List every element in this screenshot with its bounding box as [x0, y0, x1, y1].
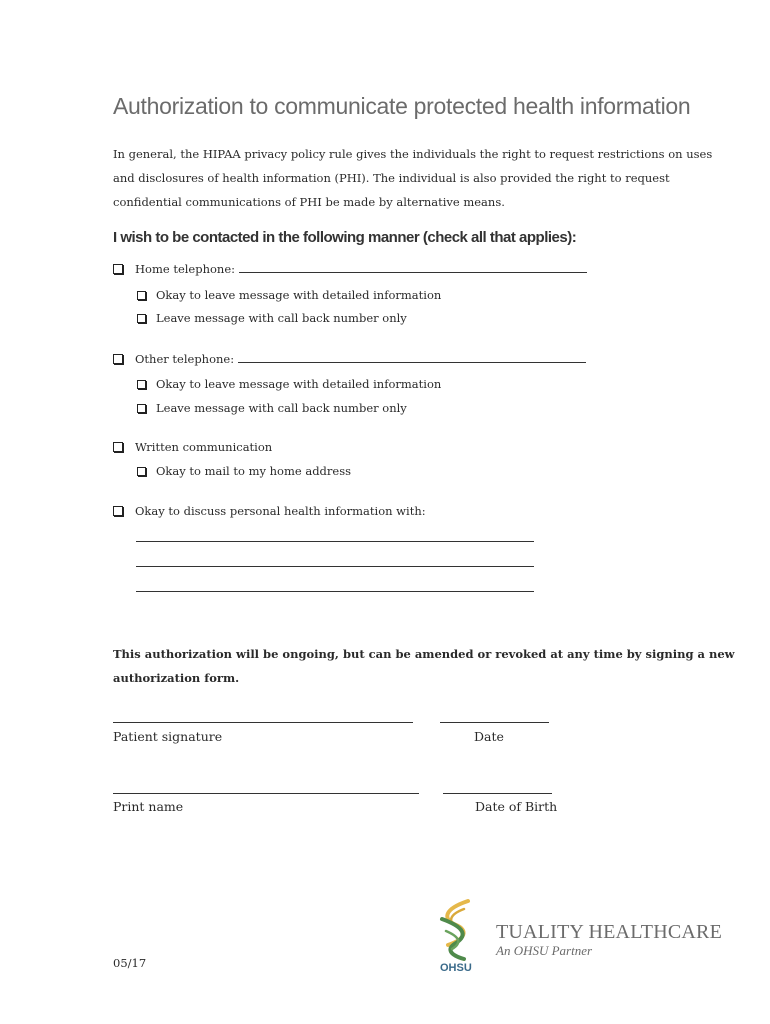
written-communication-checkbox[interactable] [113, 442, 123, 452]
home-telephone-option [113, 262, 587, 276]
home-detailed-message-option [137, 288, 441, 302]
date-of-birth-label: Date of Birth [475, 799, 558, 814]
other-detailed-message-option [137, 377, 441, 391]
contact-preference-heading: I wish to be contacted in the following manner (check all that applies): [113, 229, 577, 246]
home-detailed-message-label: Okay to leave message with detailed information [156, 288, 442, 302]
other-callback-label: Leave message with call back number only [156, 401, 407, 415]
other-telephone-option [113, 352, 586, 366]
date-line[interactable] [440, 722, 549, 723]
brand-tagline: An OHSU Partner [496, 943, 593, 958]
discuss-phi-line-1[interactable] [136, 541, 534, 542]
other-detailed-message-label: Okay to leave message with detailed information [156, 377, 442, 391]
home-telephone-field[interactable] [239, 271, 587, 273]
mail-home-checkbox[interactable] [137, 467, 146, 476]
date-label: Date [474, 729, 504, 744]
print-name-line[interactable] [113, 793, 419, 794]
other-detailed-message-checkbox[interactable] [137, 380, 146, 389]
home-callback-option [137, 311, 407, 325]
other-callback-option [137, 401, 407, 415]
written-communication-option [113, 440, 272, 454]
date-of-birth-line[interactable] [443, 793, 552, 794]
intro-line-1: In general, the HIPAA privacy policy rule gives the individuals the right to request restrictions on uses [113, 147, 713, 161]
discuss-phi-option [113, 504, 426, 518]
other-telephone-label: Other telephone: [135, 352, 235, 366]
tuality-helix-logo-icon [434, 897, 480, 963]
discuss-phi-label: Okay to discuss personal health information with: [135, 504, 426, 518]
patient-signature-label: Patient signature [113, 729, 223, 744]
authorization-statement-line-2: authorization form. [113, 671, 240, 685]
other-telephone-field[interactable] [238, 361, 586, 363]
page-title: Authorization to communicate protected health information [113, 93, 691, 119]
home-callback-checkbox[interactable] [137, 314, 146, 323]
other-telephone-checkbox[interactable] [113, 354, 123, 364]
print-name-label: Print name [113, 799, 184, 814]
brand-name: TUALITY HEALTHCARE [496, 921, 722, 943]
mail-home-label: Okay to mail to my home address [156, 464, 352, 478]
home-telephone-label: Home telephone: [135, 262, 236, 276]
intro-line-3: confidential communications of PHI be made by alternative means. [113, 195, 505, 209]
written-communication-label: Written communication [135, 440, 273, 454]
intro-line-2: and disclosures of health information (PHI). The individual is also provided the right to request [113, 171, 670, 185]
home-detailed-message-checkbox[interactable] [137, 291, 146, 300]
form-revision-date: 05/17 [113, 956, 147, 970]
discuss-phi-line-2[interactable] [136, 566, 534, 567]
mail-home-option [137, 464, 351, 478]
authorization-statement-line-1: This authorization will be ongoing, but can be amended or revoked at any time by signing a new [113, 647, 735, 661]
other-callback-checkbox[interactable] [137, 404, 146, 413]
home-telephone-checkbox[interactable] [113, 264, 123, 274]
patient-signature-line[interactable] [113, 722, 413, 723]
home-callback-label: Leave message with call back number only [156, 311, 407, 325]
ohsu-logo-text: OHSU [440, 962, 472, 974]
discuss-phi-checkbox[interactable] [113, 506, 123, 516]
discuss-phi-line-3[interactable] [136, 591, 534, 592]
